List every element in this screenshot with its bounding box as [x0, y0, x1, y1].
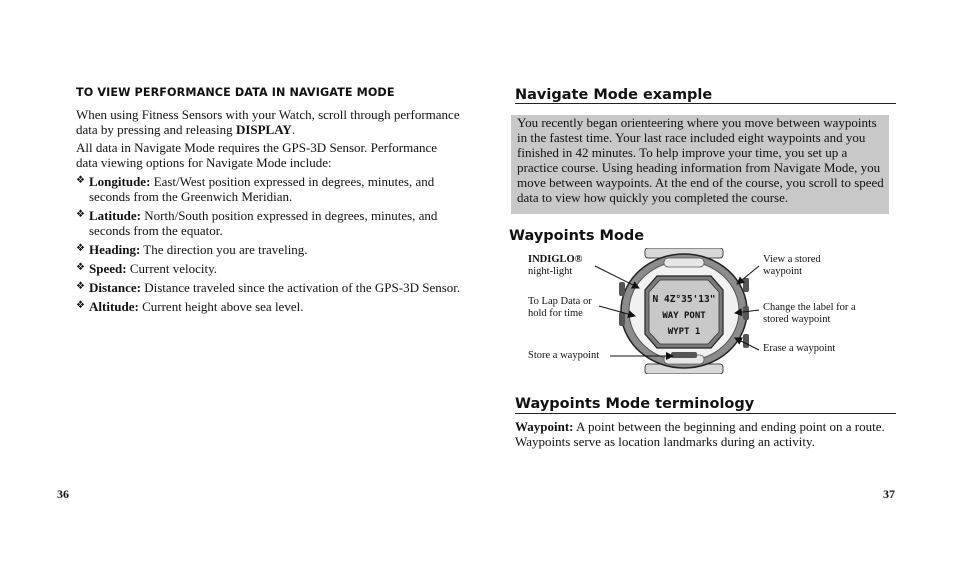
erase-button[interactable]	[743, 334, 749, 348]
list-item-term: Longitude:	[89, 174, 151, 189]
list-item	[76, 280, 461, 295]
list-item-text: Current height above sea level.	[138, 299, 304, 314]
list-item-term: Altitude:	[89, 299, 139, 314]
lap-button[interactable]	[619, 312, 625, 326]
waypoints-mode-title: Waypoints Mode	[509, 228, 645, 244]
bullet-diamond-icon: ❖	[76, 209, 85, 220]
change-button[interactable]	[743, 306, 749, 320]
lap-label: To Lap Data or hold for time	[528, 296, 592, 319]
example-box: You recently began orienteering where you move between waypoints in the fastest time. Your last race included eight waypoints and you finished in 42 minutes. To help improve your time, you set up a practice course. Using heading information from Navigate Mode, you move between waypoints. At the end of the course, you scroll to speed data to view how quickly you completed the course.	[511, 115, 889, 214]
change-label: Change the label for a stored waypoint	[763, 302, 856, 325]
list-item	[76, 242, 461, 257]
bullet-diamond-icon: ❖	[76, 175, 85, 186]
example-title-rule	[515, 103, 896, 104]
list-item-text: The direction you are traveling.	[140, 242, 308, 257]
bullet-diamond-icon: ❖	[76, 243, 85, 254]
list-item-term: Latitude:	[89, 208, 141, 223]
indiglo-label-text: night-light	[528, 266, 573, 277]
erase-label: Erase a waypoint	[763, 343, 836, 354]
intro-text: When using Fitness Sensors with your Watch, scroll through performance data by pressing and releasing	[76, 107, 460, 137]
list-item-text: East/West position expressed in degrees, minutes, and seconds from the Greenwich Meridian.	[89, 174, 435, 204]
view-label: View a stored waypoint	[763, 254, 821, 277]
example-title: Navigate Mode example	[515, 87, 713, 103]
indiglo-button[interactable]	[619, 282, 625, 296]
terminology-definition: A point between the beginning and ending point on a route. Waypoints serve as location landmarks during an activity.	[515, 419, 885, 449]
watch-display-line1: N 4Z°35'13"	[652, 294, 716, 305]
list-item-text: Distance traveled since the activation of the GPS-3D Sensor.	[141, 280, 461, 295]
list-item-text: Current velocity.	[126, 261, 218, 276]
intro-period: .	[291, 122, 296, 137]
watch-illustration	[619, 248, 749, 374]
list-item	[76, 174, 461, 204]
terminology-title: Waypoints Mode terminology	[515, 396, 755, 412]
list-item-term: Heading:	[89, 242, 141, 257]
list-item-text: North/South position expressed in degrees, minutes, and seconds from the equator.	[89, 208, 438, 238]
display-button-name: DISPLAY	[235, 122, 292, 137]
store-label: Store a waypoint	[528, 350, 600, 361]
page-number-left: 36	[57, 487, 69, 501]
view-button[interactable]	[743, 278, 749, 292]
list-item-term: Distance:	[89, 280, 141, 295]
bullet-diamond-icon: ❖	[76, 262, 85, 273]
watch-display-line3: WYPT 1	[667, 327, 701, 337]
page-number-right: 37	[883, 487, 895, 501]
data-options-list	[76, 174, 461, 318]
right-page	[477, 0, 954, 573]
watch-display-line2: WAY PONT	[662, 311, 706, 321]
list-item	[76, 299, 461, 314]
indiglo-label	[528, 254, 608, 278]
list-item	[76, 208, 461, 238]
list-item-term: Speed:	[89, 261, 127, 276]
terminology-title-rule	[515, 413, 896, 414]
terminology-term: Waypoint:	[515, 419, 574, 434]
terminology-paragraph	[515, 419, 895, 449]
store-button[interactable]	[671, 352, 697, 358]
intro-paragraph	[76, 107, 461, 137]
section-heading: TO VIEW PERFORMANCE DATA IN NAVIGATE MODE	[76, 86, 395, 99]
bullet-diamond-icon: ❖	[76, 300, 85, 311]
indiglo-label-bold: INDIGLO®	[528, 254, 583, 265]
requirement-paragraph: All data in Navigate Mode requires the GPS-3D Sensor. Performance data viewing options for Navigate Mode include:	[76, 140, 438, 170]
bullet-diamond-icon: ❖	[76, 281, 85, 292]
list-item	[76, 261, 461, 276]
